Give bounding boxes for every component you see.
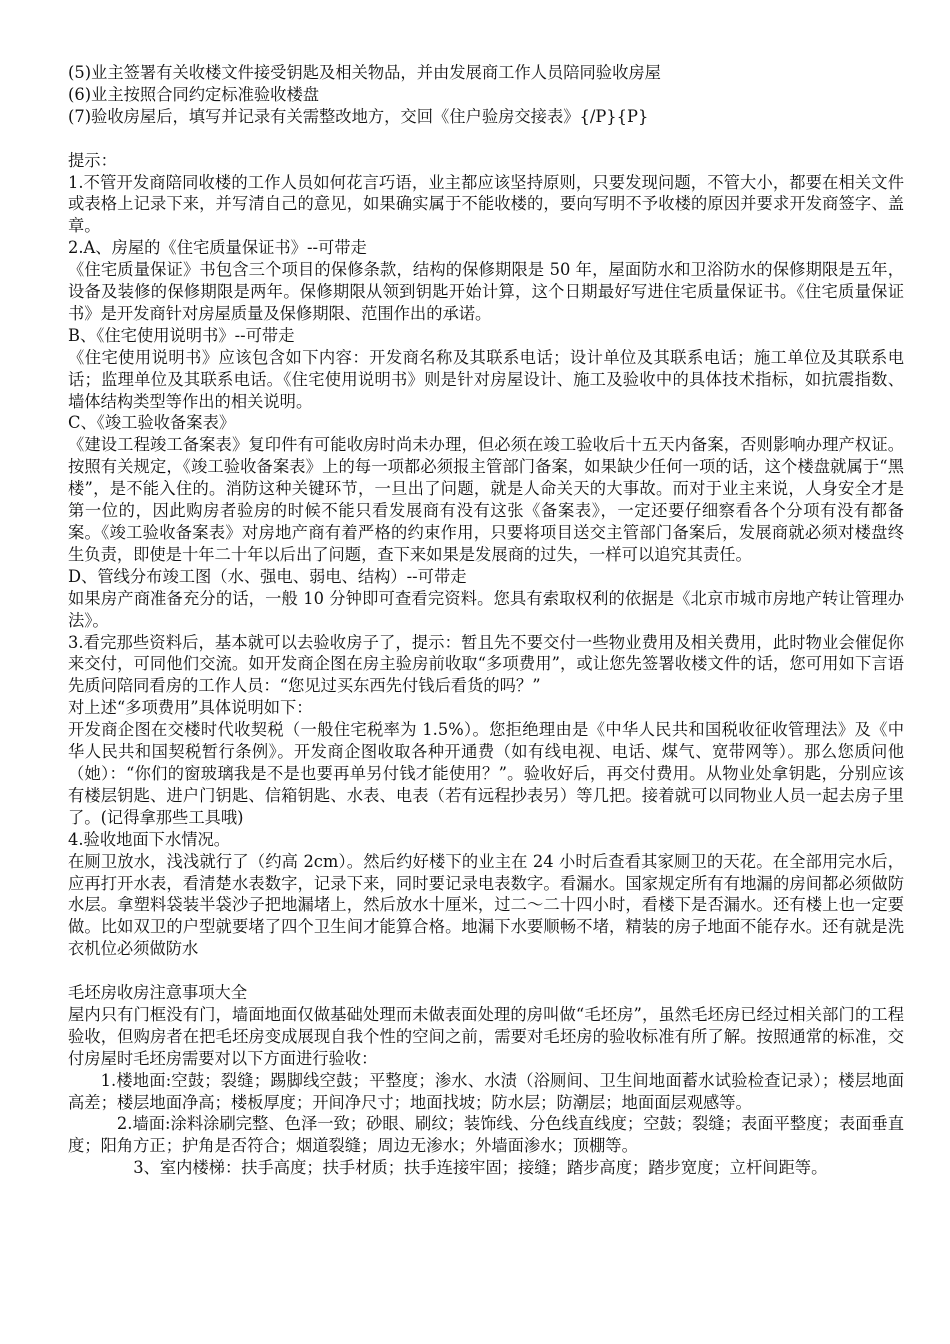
tip-3-fees-body: 开发商企图在交楼时代收契税（一般住宅税率为 1.5%）。您拒绝理由是《中华人民共和国税收征收管理法》及《中华人民共和国契税暂行条例》。开发商企图收取各种开通费（如有线电视、电话、煤气、宽带网等）。那么您质问他（她）：“你们的窗玻璃我是不是也要再单另付钱才能使用？”。验收好后，再交付费用。从物业处拿钥匙，分别应该有楼层钥匙、进户门钥匙、信箱钥匙、水表、电表（若有远程抄表另）等几把。接着就可以同物业人员一起去房子里了。(记得拿那些工具哦) (68, 720, 904, 827)
tip-1: 1.不管开发商陪同收楼的工作人员如何花言巧语，业主都应该坚持原则，只要发现问题，不管大小，都要在相关文件或表格上记录下来，并写清自己的意见，如果确实属于不能收楼的，要向写明不予收楼的原因并要求开发商签字、盖章。 (68, 172, 904, 236)
step-5: (5)业主签署有关收楼文件接受钥匙及相关物品，并由发展商工作人员陪同验收房屋 (68, 63, 661, 82)
tip-2d-title: D、管线分布竣工图（水、强电、弱电、结构）--可带走 (68, 566, 467, 586)
tip-2c-title: C、《竣工验收备案表》 (68, 413, 236, 433)
rough-item-wall: 2.墙面:涂料涂刷完整、色泽一致；砂眼、刷纹；装饰线、分色线直线度；空鼓；裂缝；表面平整度；表面垂直度；阳角方正；护角是否符合；烟道裂缝；周边无渗水；外墙面渗水；顶棚等。 (68, 1114, 904, 1156)
tip-4-title: 4.验收地面下水情况。 (68, 829, 231, 849)
tip-3: 3.看完那些资料后，基本就可以去验收房子了，提示：暂且先不要交付一些物业费用及相关费用，此时物业会催促你来交付，可同他们交流。如开发商企图在房主验房前收取“多项费用”，或让您先签署收楼文件的话，您可用如下言语先质问陪同看房的工作人员：“您见过买东西先付钱后看货的吗？” (68, 632, 904, 696)
tip-2b-body: 《住宅使用说明书》应该包含如下内容：开发商名称及其联系电话；设计单位及其联系电话；施工单位及其联系电话；监理单位及其联系电话。《住宅使用说明书》则是针对房屋设计、施工及验收中的具体技术指标，如抗震指数、墙体结构类型等作出的相关说明。 (68, 347, 904, 411)
step-7: (7)验收房屋后，填写并记录有关需整改地方，交回《住户验房交接表》{/P}{P} (68, 106, 649, 126)
tip-2c-body: 《建设工程竣工备案表》复印件有可能收房时尚未办理，但必须在竣工验收后十五天内备案，否则影响办理产权证。按照有关规定，《竣工验收备案表》上的每一项都必须报主管部门备案，如果缺少任何一项的话，这个楼盘就属于“黑楼”，是不能入住的。消防这种关键环节，一旦出了问题，就是人命关天的大事故。而对于业主来说，人身安全才是第一位的，因此购房者验房的时候不能只看发展商有没有这张《备案表》，一定还要仔细察看各个分项有没有都备案。《竣工验收备案表》对房地产商有着严格的约束作用，只要将项目送交主管部门备案后，发展商就必须对楼盘终生负责，即使是十年二十年以后出了问题，查下来如果是发展商的过失，一样可以追究其责任。 (68, 435, 904, 564)
tip-2a-body: 《住宅质量保证》书包含三个项目的保修条款，结构的保修期限是 50 年，屋面防水和卫浴防水的保修期限是五年，设备及装修的保修期限是两年。保修期限从领到钥匙开始计算，这个日期最好写进住宅质量保证书。《住宅质量保证书》是开发商针对房屋质量及保修期限、范围作出的承诺。 (68, 260, 904, 323)
rough-house-title: 毛坯房收房注意事项大全 (68, 983, 248, 1003)
paragraph-gap (68, 128, 904, 150)
step-6: (6)业主按照合同约定标准验收楼盘 (68, 84, 320, 104)
tip-2d-body: 如果房产商准备充分的话，一般 10 分钟即可查看完资料。您具有索取权利的依据是《北京市城市房地产转让管理办法》。 (68, 588, 904, 630)
tip-2a-title: 2.A、房屋的《住宅质量保证书》--可带走 (68, 238, 367, 258)
tips-heading: 提示： (68, 150, 117, 170)
tip-2b-title: B、《住宅使用说明书》--可带走 (68, 325, 295, 345)
rough-item-stairs: 3、室内楼梯：扶手高度；扶手材质；扶手连接牢固；接缝；踏步高度；踏步宽度；立杆间距等。 (133, 1158, 828, 1178)
tip-3-fees-title: 对上述“多项费用”具体说明如下： (68, 698, 313, 718)
tip-4-body: 在厕卫放水，浅浅就行了（约高 2cm）。然后约好楼下的业主在 24 小时后查看其家厕卫的天花。在全部用完水后，应再打开水表，看清楚水表数字，记录下来，同时要记录电表数字。看漏水。国家规定所有有地漏的房间都必须做防水层。拿塑料袋装半袋沙子把地漏堵上，然后放水十厘米，过二～二十四小时，看楼下是否漏水。还有楼上也一定要做。比如双卫的户型就要堵了四个卫生间才能算合格。地漏下水要顺畅不堵，精装的房子地面不能存水。还有就是洗衣机位必须做防水 (68, 851, 904, 959)
paragraph-gap (68, 960, 904, 982)
rough-house-intro: 屋内只有门框没有门，墙面地面仅做基础处理而未做表面处理的房叫做“毛坯房”，虽然毛坯房已经过相关部门的工程验收，但购房者在把毛坯房变成展现自我个性的空间之前，需要对毛坯房的验收标准有所了解。按照通常的标准，交付房屋时毛坯房需要对以下方面进行验收： (68, 1004, 904, 1068)
rough-item-floor: 1.楼地面:空鼓；裂缝；踢脚线空鼓；平整度；渗水、水渍（浴厕间、卫生间地面蓄水试验检查记录）；楼层地面高差；楼层地面净高；楼板厚度；开间净尺寸；地面找坡；防水层；防潮层；地面面层观感等。 (68, 1070, 904, 1112)
